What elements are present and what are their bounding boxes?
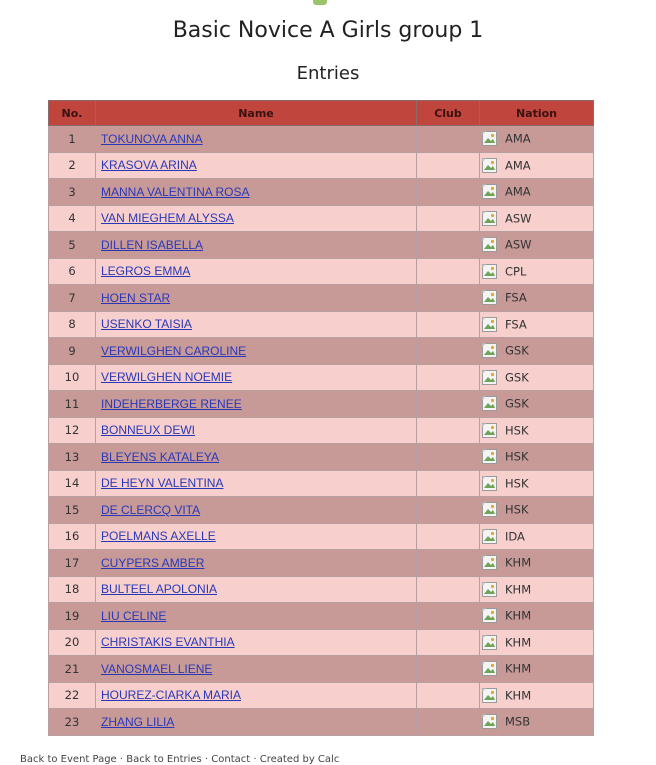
broken-image-icon (482, 714, 497, 729)
entry-number: 1 (68, 131, 76, 146)
broken-image-icon (482, 317, 497, 332)
cell-no (49, 709, 96, 736)
nation-code: AMA (505, 184, 531, 199)
cell-no (49, 497, 96, 524)
cell-club (417, 258, 480, 285)
nation-code: FSA (505, 317, 527, 332)
cell-nation (480, 603, 594, 630)
skater-name-link[interactable]: DE HEYN VALENTINA (101, 476, 224, 491)
cell-no (49, 258, 96, 285)
table-row (49, 550, 594, 577)
nation-code: IDA (505, 529, 525, 544)
cell-club (417, 126, 480, 153)
cell-nation (480, 682, 594, 709)
cell-name (96, 338, 417, 365)
cell-name (96, 576, 417, 603)
cell-club (417, 285, 480, 312)
cell-nation (480, 523, 594, 550)
header-name: Name (96, 101, 417, 126)
cell-no (49, 364, 96, 391)
nation-code: GSK (505, 343, 529, 358)
cell-name (96, 603, 417, 630)
cell-no (49, 629, 96, 656)
cell-no (49, 417, 96, 444)
cell-club (417, 576, 480, 603)
table-row (49, 629, 594, 656)
header-nation: Nation (480, 101, 594, 126)
entry-number: 10 (64, 370, 80, 385)
logo-fragment (313, 0, 327, 5)
cell-nation (480, 152, 594, 179)
entry-number: 22 (64, 688, 80, 703)
cell-no (49, 656, 96, 683)
entry-number: 19 (64, 608, 80, 623)
entry-number: 14 (64, 476, 80, 491)
cell-nation (480, 364, 594, 391)
cell-no (49, 550, 96, 577)
nation-code: HSK (505, 423, 529, 438)
nation-code: KHM (505, 582, 532, 597)
table-row (49, 205, 594, 232)
cell-club (417, 364, 480, 391)
cell-club (417, 603, 480, 630)
broken-image-icon (482, 237, 497, 252)
nation-code: KHM (505, 608, 532, 623)
entry-number: 20 (64, 635, 80, 650)
broken-image-icon (482, 688, 497, 703)
skater-name-link[interactable]: BULTEEL APOLONIA (101, 582, 218, 597)
skater-name-link[interactable]: HOUREZ-CIARKA MARIA (101, 688, 242, 703)
broken-image-icon (482, 131, 497, 146)
cell-name (96, 285, 417, 312)
cell-nation (480, 285, 594, 312)
entry-number: 11 (64, 396, 80, 411)
nation-code: CPL (505, 264, 527, 279)
cell-name (96, 497, 417, 524)
cell-club (417, 179, 480, 206)
cell-name (96, 417, 417, 444)
table-row (49, 656, 594, 683)
broken-image-icon (482, 184, 497, 199)
nation-code: GSK (505, 370, 529, 385)
table-row (49, 417, 594, 444)
cell-nation (480, 709, 594, 736)
cell-no (49, 470, 96, 497)
cell-no (49, 682, 96, 709)
nation-code: KHM (505, 635, 532, 650)
entry-number: 6 (68, 264, 76, 279)
table-row (49, 576, 594, 603)
table-row (49, 364, 594, 391)
broken-image-icon (482, 423, 497, 438)
nation-code: HSK (505, 502, 529, 517)
broken-image-icon (482, 264, 497, 279)
cell-no (49, 576, 96, 603)
cell-club (417, 629, 480, 656)
table-row (49, 444, 594, 471)
cell-no (49, 285, 96, 312)
cell-name (96, 232, 417, 259)
nation-code: KHM (505, 555, 532, 570)
skater-name-link[interactable]: BONNEUX DEWI (101, 423, 196, 438)
nation-code: HSK (505, 449, 529, 464)
cell-name (96, 179, 417, 206)
cell-name (96, 258, 417, 285)
cell-club (417, 232, 480, 259)
skater-name-link[interactable]: USENKO TAISIA (101, 317, 192, 332)
broken-image-icon (482, 582, 497, 597)
cell-name (96, 311, 417, 338)
cell-name (96, 523, 417, 550)
cell-nation (480, 126, 594, 153)
cell-club (417, 338, 480, 365)
cell-name (96, 550, 417, 577)
skater-name-link[interactable]: DE CLERCQ VITA (101, 502, 201, 517)
skater-name-link[interactable]: BLEYENS KATALEYA (101, 449, 220, 464)
broken-image-icon (482, 476, 497, 491)
page-title: Basic Novice A Girls group 1 (172, 18, 484, 43)
nation-code: AMA (505, 131, 531, 146)
cell-nation (480, 179, 594, 206)
entry-number: 16 (64, 529, 80, 544)
skater-name-link[interactable]: DILLEN ISABELLA (101, 237, 204, 252)
cell-club (417, 444, 480, 471)
table-row (49, 311, 594, 338)
broken-image-icon (482, 608, 497, 623)
entry-number: 15 (64, 502, 80, 517)
cell-nation (480, 497, 594, 524)
table-row (49, 391, 594, 418)
skater-name-link[interactable]: VANOSMAEL LIENE (101, 661, 213, 676)
skater-name-link[interactable]: POELMANS AXELLE (101, 529, 216, 544)
broken-image-icon (482, 211, 497, 226)
cell-name (96, 152, 417, 179)
table-row (49, 126, 594, 153)
cell-club (417, 656, 480, 683)
entries-body (49, 126, 594, 736)
cell-no (49, 603, 96, 630)
cell-club (417, 550, 480, 577)
skater-name-link[interactable]: HOEN STAR (101, 290, 171, 305)
broken-image-icon (482, 370, 497, 385)
cell-no (49, 338, 96, 365)
cell-nation (480, 417, 594, 444)
cell-nation (480, 232, 594, 259)
entry-number: 18 (64, 582, 80, 597)
entry-number: 13 (64, 449, 80, 464)
cell-name (96, 126, 417, 153)
cell-nation (480, 258, 594, 285)
cell-name (96, 470, 417, 497)
table-row (49, 603, 594, 630)
skater-name-link[interactable]: CHRISTAKIS EVANTHIA (101, 635, 235, 650)
table-row (49, 470, 594, 497)
cell-nation (480, 311, 594, 338)
cell-name (96, 656, 417, 683)
cell-name (96, 682, 417, 709)
entries-table (48, 100, 594, 736)
skater-name-link[interactable]: VERWILGHEN NOEMIE (101, 370, 233, 385)
entry-number: 9 (68, 343, 76, 358)
table-row (49, 285, 594, 312)
skater-name-link[interactable]: CUYPERS AMBER (101, 555, 205, 570)
cell-nation (480, 470, 594, 497)
skater-name-link[interactable]: MANNA VALENTINA ROSA (101, 184, 250, 199)
cell-no (49, 232, 96, 259)
header-no: No. (49, 101, 96, 126)
cell-nation (480, 550, 594, 577)
cell-nation (480, 391, 594, 418)
cell-no (49, 523, 96, 550)
skater-name-link[interactable]: LIU CELINE (101, 608, 167, 623)
broken-image-icon (482, 529, 497, 544)
table-row (49, 258, 594, 285)
entry-number: 12 (64, 423, 80, 438)
cell-club (417, 497, 480, 524)
cell-name (96, 444, 417, 471)
entry-number: 5 (68, 237, 76, 252)
table-row (49, 152, 594, 179)
table-row (49, 497, 594, 524)
broken-image-icon (482, 290, 497, 305)
cell-name (96, 391, 417, 418)
cell-club (417, 709, 480, 736)
nation-code: ASW (505, 237, 532, 252)
cell-club (417, 417, 480, 444)
nation-code: AMA (505, 158, 531, 173)
skater-name-link[interactable]: ZHANG LILIA (101, 714, 175, 729)
cell-no (49, 205, 96, 232)
cell-club (417, 311, 480, 338)
nation-code: MSB (505, 714, 531, 729)
nation-code: KHM (505, 661, 532, 676)
table-row (49, 338, 594, 365)
nation-code: HSK (505, 476, 529, 491)
entry-number: 3 (68, 184, 76, 199)
cell-club (417, 470, 480, 497)
broken-image-icon (482, 396, 497, 411)
entry-number: 21 (64, 661, 80, 676)
broken-image-icon (482, 555, 497, 570)
broken-image-icon (482, 449, 497, 464)
cell-club (417, 152, 480, 179)
skater-name-link[interactable]: VERWILGHEN CAROLINE (101, 343, 247, 358)
cell-club (417, 523, 480, 550)
cell-name (96, 709, 417, 736)
cell-nation (480, 576, 594, 603)
table-row (49, 232, 594, 259)
broken-image-icon (482, 661, 497, 676)
footer-links[interactable]: Back to Event Page · Back to Entries · Contact · Created by Calc (20, 754, 340, 765)
table-header-row (49, 101, 594, 126)
cell-nation (480, 338, 594, 365)
entry-number: 8 (68, 317, 76, 332)
entry-number: 17 (64, 555, 80, 570)
entry-number: 7 (68, 290, 76, 305)
cell-name (96, 629, 417, 656)
table-row (49, 179, 594, 206)
skater-name-link[interactable]: TOKUNOVA ANNA (101, 131, 203, 146)
cell-nation (480, 205, 594, 232)
table-row (49, 523, 594, 550)
nation-code: ASW (505, 211, 532, 226)
nation-code: GSK (505, 396, 529, 411)
broken-image-icon (482, 502, 497, 517)
entry-number: 2 (68, 158, 76, 173)
broken-image-icon (482, 158, 497, 173)
cell-name (96, 205, 417, 232)
skater-name-link[interactable]: INDEHERBERGE RENEE (101, 396, 242, 411)
cell-no (49, 391, 96, 418)
header-club: Club (417, 101, 480, 126)
cell-nation (480, 444, 594, 471)
cell-no (49, 126, 96, 153)
skater-name-link[interactable]: KRASOVA ARINA (101, 158, 197, 173)
cell-club (417, 205, 480, 232)
cell-nation (480, 656, 594, 683)
broken-image-icon (482, 635, 497, 650)
broken-image-icon (482, 343, 497, 358)
nation-code: FSA (505, 290, 527, 305)
cell-no (49, 152, 96, 179)
entry-number: 23 (64, 714, 80, 729)
cell-no (49, 311, 96, 338)
cell-name (96, 364, 417, 391)
skater-name-link[interactable]: VAN MIEGHEM ALYSSA (101, 211, 234, 226)
skater-name-link[interactable]: LEGROS EMMA (101, 264, 191, 279)
cell-nation (480, 629, 594, 656)
page-subtitle: Entries (296, 63, 360, 84)
entry-number: 4 (68, 211, 76, 226)
cell-club (417, 682, 480, 709)
cell-no (49, 444, 96, 471)
table-row (49, 709, 594, 736)
table-row (49, 682, 594, 709)
cell-club (417, 391, 480, 418)
nation-code: KHM (505, 688, 532, 703)
cell-no (49, 179, 96, 206)
